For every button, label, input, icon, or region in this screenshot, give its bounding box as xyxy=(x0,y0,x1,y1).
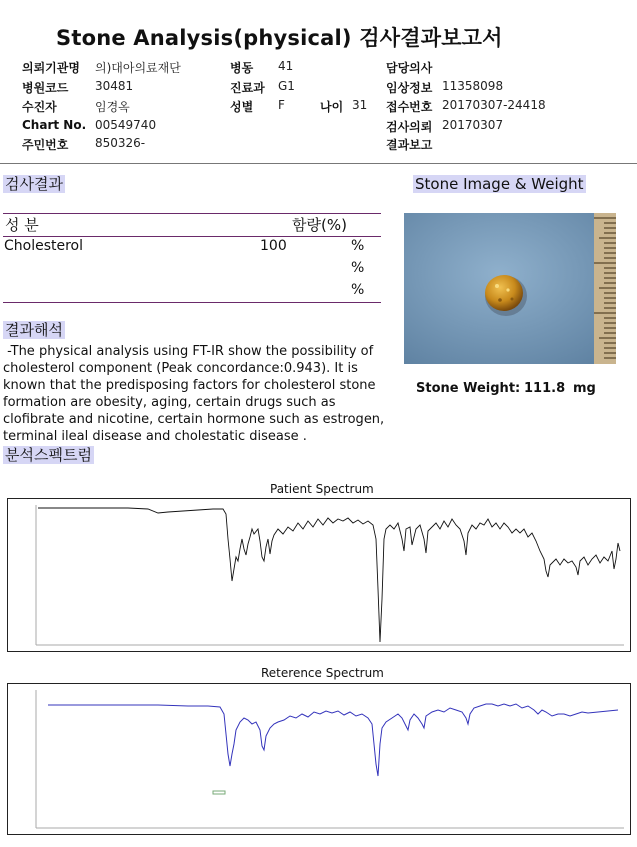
clinical-info-value: 11358098 xyxy=(442,79,504,93)
interpretation-line: cholesterol component (Peak concordance:0.943). It is xyxy=(3,361,358,376)
stone-weight-unit: mg xyxy=(573,381,596,396)
department-value: G1 xyxy=(278,79,295,93)
report-title: Stone Analysis(physical) 검사결과보고서 xyxy=(56,26,503,50)
doctor-label: 담당의사 xyxy=(386,61,433,75)
reference-spectrum-chart xyxy=(7,683,631,835)
interpretation-text xyxy=(3,343,403,445)
interpretation-line: formation are obesity, aging, certain drugs such as xyxy=(3,395,336,410)
table-bottom-line xyxy=(3,302,381,303)
stone-weight-value: 111.8 xyxy=(524,381,566,396)
interpretation-section-title: 결과해석 xyxy=(5,321,63,339)
interpretation-line: clofibrate and nicotine, certain hormone such as estrogen, xyxy=(3,412,385,427)
hospital-code-value: 30481 xyxy=(95,79,134,93)
age-label: 나이 xyxy=(320,100,344,114)
resident-no-value: 850326- xyxy=(95,136,146,150)
recipient-value: 임경옥 xyxy=(95,100,130,114)
resident-no-label: 주민번호 xyxy=(22,138,69,152)
hospital-code-label: 병원코드 xyxy=(22,81,69,95)
sex-value: F xyxy=(278,98,285,112)
result-unit: % xyxy=(351,260,365,276)
interpretation-line: terminal ileal disease and cholestatic disease . xyxy=(3,429,307,444)
reference-spectrum-line xyxy=(48,704,618,776)
result-unit: % xyxy=(351,282,365,298)
recipient-label: 수진자 xyxy=(22,100,57,114)
component-column-header: 성 분 xyxy=(5,216,39,234)
report-label: 결과보고 xyxy=(386,138,433,152)
interpretation-line: known that the predisposing factors for cholesterol stone xyxy=(3,378,376,393)
header-divider xyxy=(0,163,637,164)
chart-no-label: Chart No. xyxy=(22,118,87,132)
interpretation-line: -The physical analysis using FT-IR show the possibility of xyxy=(3,344,374,359)
age-value: 31 xyxy=(352,98,368,112)
reference-spectrum-title: Reterence Spectrum xyxy=(261,666,384,680)
ward-label: 병동 xyxy=(230,61,254,75)
patient-spectrum-line xyxy=(38,508,620,642)
result-amount: 100 xyxy=(260,238,287,254)
stone-photo xyxy=(404,213,616,364)
content-column-header: 함량(%) xyxy=(292,216,347,234)
request-label: 검사의뢰 xyxy=(386,120,433,134)
institution-value: 의)대아의료재단 xyxy=(95,61,181,75)
stone-section-title: Stone Image & Weight xyxy=(415,175,584,193)
chart-no-value: 00549740 xyxy=(95,118,157,132)
stone-weight-label: Stone Weight: xyxy=(416,381,521,396)
department-label: 진료과 xyxy=(230,81,265,95)
receipt-no-label: 접수번호 xyxy=(386,100,433,114)
spectrum-section-title: 분석스펙트럼 xyxy=(5,446,92,464)
ward-value: 41 xyxy=(278,59,294,73)
results-section-title: 검사결과 xyxy=(5,175,63,193)
table-header-line xyxy=(3,236,381,237)
result-unit: % xyxy=(351,238,365,254)
sex-label: 성별 xyxy=(230,100,254,114)
patient-spectrum-title: Patient Spectrum xyxy=(270,482,374,496)
request-value: 20170307 xyxy=(442,118,504,132)
clinical-info-label: 임상정보 xyxy=(386,81,433,95)
institution-label: 의뢰기관명 xyxy=(22,61,80,75)
patient-spectrum-chart xyxy=(7,498,631,652)
result-component: Cholesterol xyxy=(4,238,84,254)
receipt-no-value: 20170307-24418 xyxy=(442,98,546,112)
